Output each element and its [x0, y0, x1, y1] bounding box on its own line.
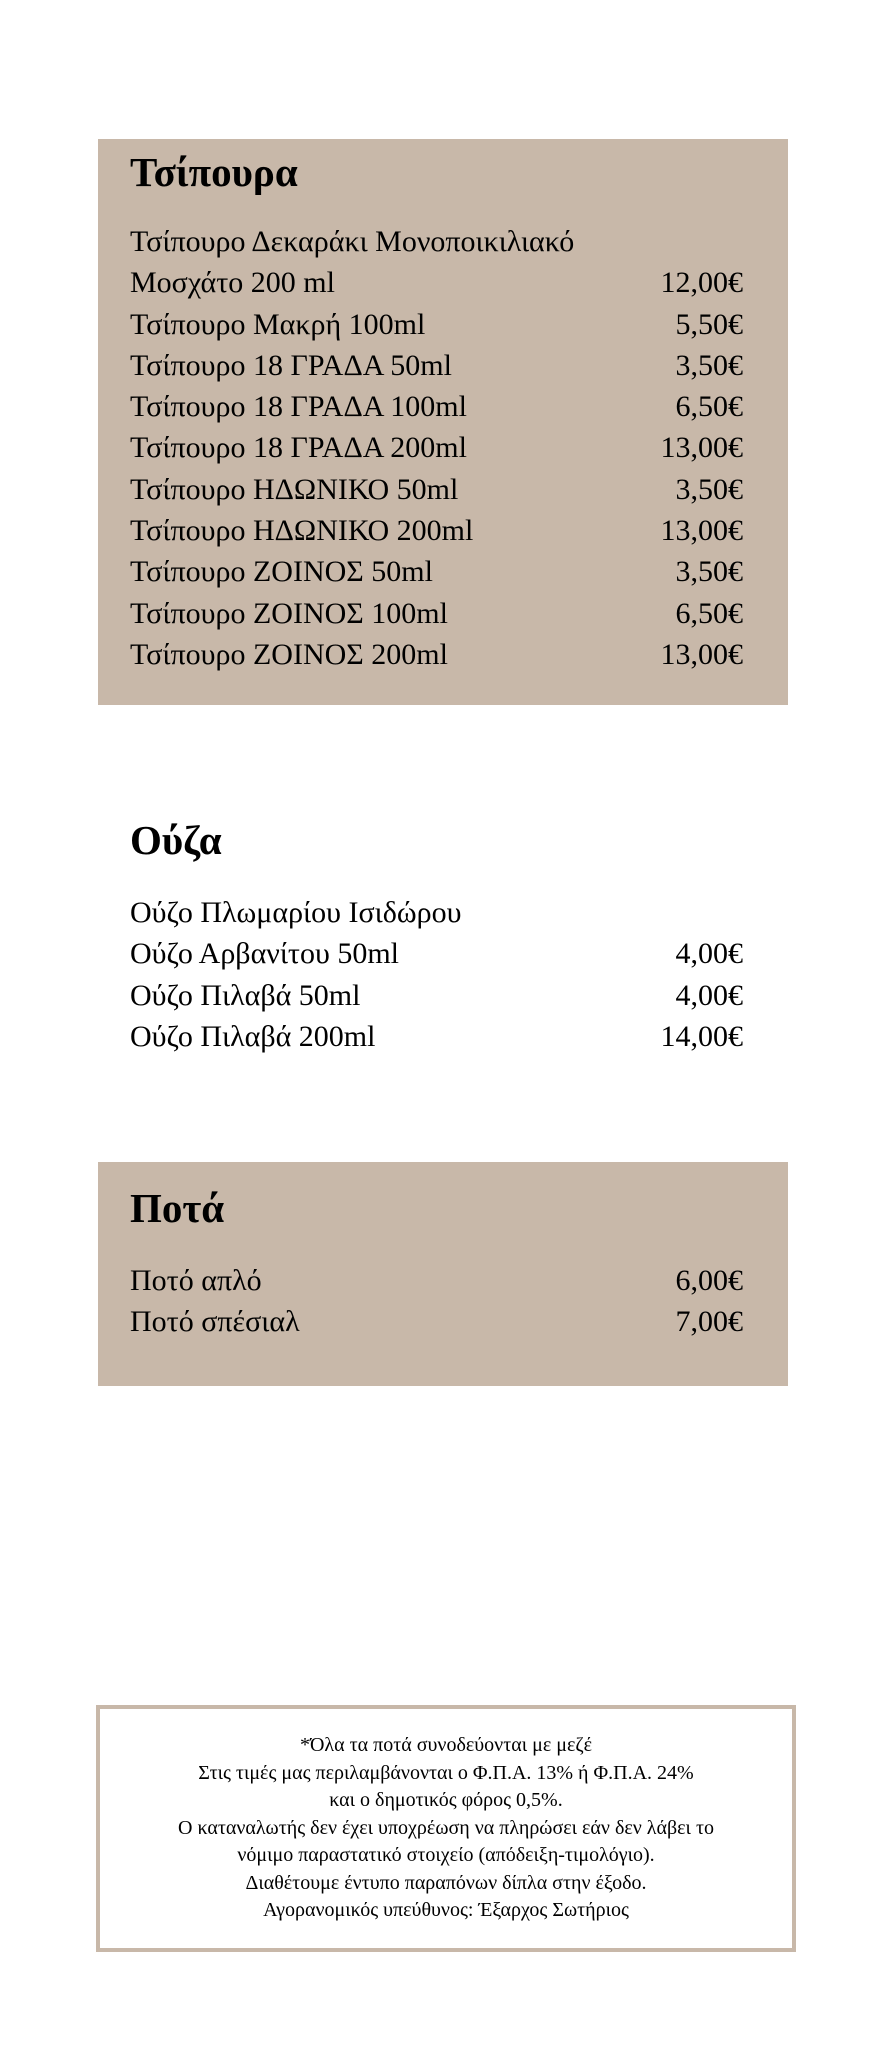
menu-item [130, 345, 743, 386]
item-name: Τσίπουρο ΗΔΩΝΙΚΟ 50ml [130, 472, 459, 506]
item-name: Τσίπουρο 18 ΓΡΑΔΑ 200ml [130, 431, 467, 465]
item-price: 13,00€ [660, 431, 743, 465]
item-price: 13,00€ [660, 637, 743, 671]
menu-item [130, 892, 743, 933]
item-price: 3,50€ [675, 555, 743, 589]
menu-item [130, 1016, 743, 1057]
note-line: Αγορανομικός υπεύθυνος: Έξαρχος Σωτήριος [263, 1899, 629, 1921]
legal-note-text [100, 1732, 792, 1925]
item-name: Ούζο Πιλαβά 50ml [130, 978, 361, 1012]
item-name: Ούζο Πλωμαρίου Ισιδώρου [130, 896, 462, 929]
item-name: Ούζο Αρβανίτου 50ml [130, 937, 400, 971]
menu-item [130, 1301, 743, 1342]
item-price: 6,50€ [675, 596, 743, 630]
note-line: νόμιμο παραστατικό στοιχείο (απόδειξη-τιμολόγιο). [237, 1844, 655, 1866]
item-price: 3,50€ [675, 348, 743, 382]
item-price: 6,50€ [675, 390, 743, 424]
menu-item [130, 634, 743, 675]
item-price: 5,50€ [675, 307, 743, 341]
section-title-pota: Ποτά [130, 1185, 225, 1231]
menu-item [130, 593, 743, 634]
item-name: Τσίπουρο ΖΟΙΝΟΣ 200ml [130, 637, 448, 671]
item-name: Τσίπουρο Δεκαράκι Μονοποικιλιακό [130, 225, 575, 258]
item-name: Τσίπουρο 18 ΓΡΑΔΑ 100ml [130, 390, 467, 424]
menu-item [130, 510, 743, 551]
menu-item [130, 1260, 743, 1301]
item-name: Ποτό απλό [130, 1264, 262, 1297]
item-price: 4,00€ [675, 978, 743, 1012]
item-name: Τσίπουρο Μακρή 100ml [130, 307, 426, 341]
item-price: 3,50€ [675, 472, 743, 506]
tsipoura-item-list [130, 221, 743, 675]
note-line: Στις τιμές μας περιλαμβάνονται ο Φ.Π.Α. 13% ή Φ.Π.Α. 24% [198, 1761, 694, 1784]
pota-item-list [130, 1260, 743, 1343]
menu-item [130, 469, 743, 510]
menu-item [130, 933, 743, 974]
menu-item [130, 551, 743, 592]
item-name: Τσίπουρο ΖΟΙΝΟΣ 50ml [130, 555, 433, 589]
menu-item [130, 975, 743, 1016]
note-line: Διαθέτουμε έντυπο παραπόνων δίπλα στην έξοδο. [245, 1871, 647, 1894]
menu-item [130, 304, 743, 345]
note-line: *Όλα τα ποτά συνοδεύονται με μεζέ [299, 1734, 593, 1756]
item-name: Ούζο Πιλαβά 200ml [130, 1019, 376, 1053]
item-name: Τσίπουρο ΗΔΩΝΙΚΟ 200ml [130, 514, 474, 548]
menu-item [130, 427, 743, 468]
legal-note-box [96, 1705, 796, 1952]
item-name: Τσίπουρο ΖΟΙΝΟΣ 100ml [130, 596, 448, 630]
item-price: 6,00€ [675, 1264, 743, 1297]
section-title-tsipoura: Τσίπουρα [130, 149, 298, 195]
note-line: Ο καταναλωτής δεν έχει υποχρέωση να πληρώσει εάν δεν λάβει το [178, 1816, 714, 1839]
note-line: και ο δημοτικός φόρος 0,5%. [329, 1789, 563, 1811]
item-name: Τσίπουρο 18 ΓΡΑΔΑ 50ml [130, 348, 452, 382]
section-title-ouza: Ούζα [130, 817, 222, 863]
item-price: 14,00€ [660, 1019, 743, 1053]
item-price: 7,00€ [675, 1305, 743, 1339]
menu-item [130, 221, 743, 262]
item-price: 12,00€ [660, 266, 743, 300]
ouza-item-list [130, 892, 743, 1057]
item-price: 13,00€ [660, 514, 743, 548]
item-name: Ποτό σπέσιαλ [130, 1305, 300, 1339]
item-name: Μοσχάτο 200 ml [130, 266, 335, 300]
menu-item [130, 262, 743, 303]
item-price: 4,00€ [675, 937, 743, 971]
menu-item [130, 386, 743, 427]
